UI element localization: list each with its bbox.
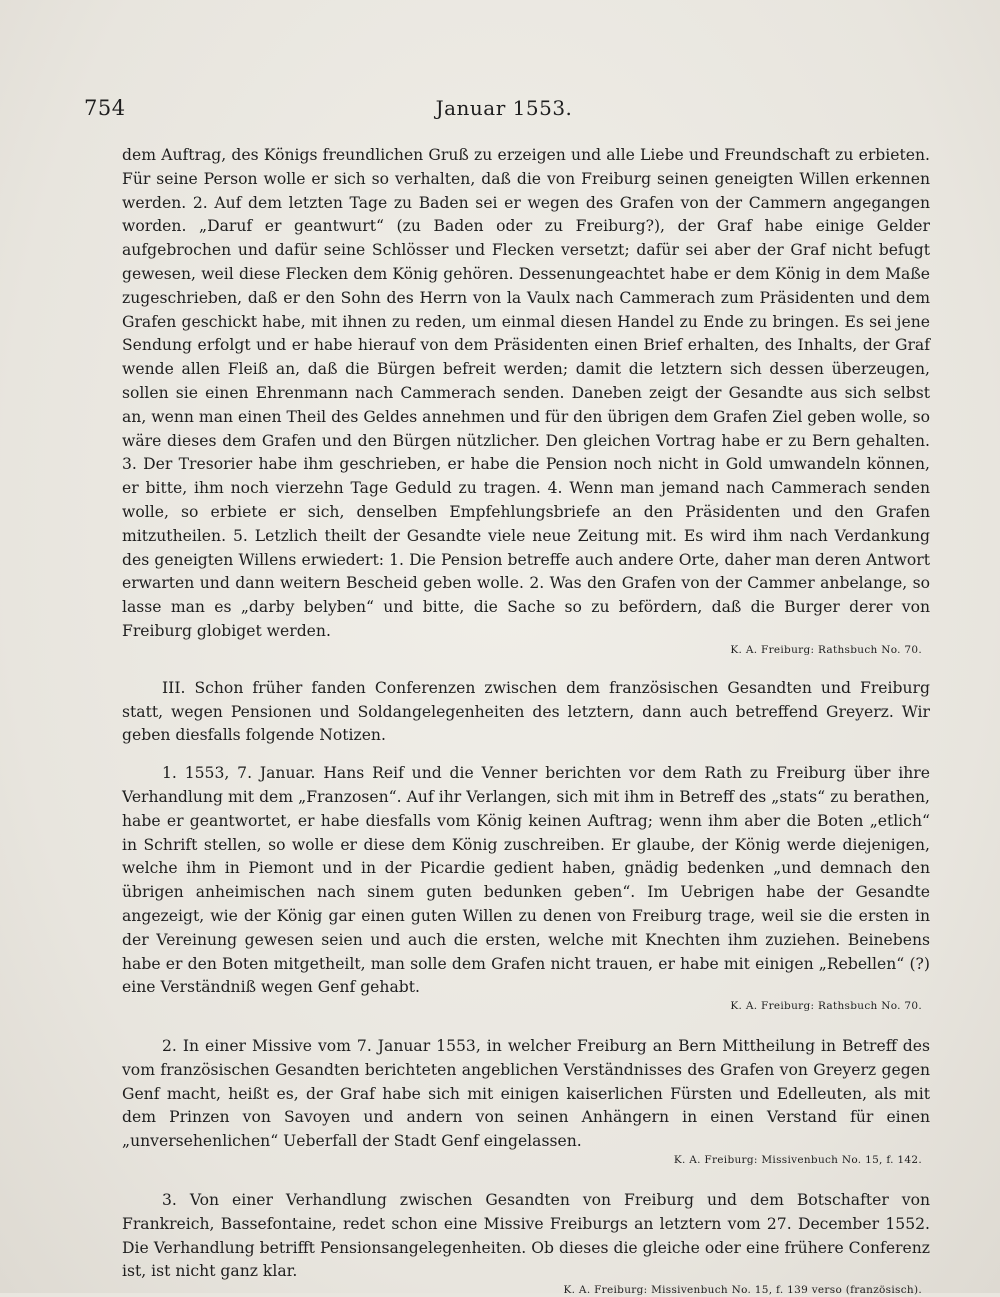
paragraph-continuation: dem Auftrag, des Königs freundlichen Gruß zu erzeigen und alle Liebe und Freundschaft zu erbieten. Für seine Person wolle er sich so verhalten, daß die von Freiburg seinen geneigten Willen erkennen werden. 2. Auf dem letzten Tage zu Baden sei er wegen des Grafen von der Cammern angegangen worden. „Daruf er geantwurt“ (zu Baden oder zu Freiburg?), der Graf habe einige Gelder aufgebrochen und dafür seine Schlösser und Flecken versetzt; dafür sei aber der Graf nicht befugt gewesen, weil diese Flecken dem König gehören. Dessenungeachtet habe er dem König in dem Maße zugeschrieben, daß er den Sohn des Herrn von la Vaulx nach Cammerach zum Präsidenten und dem Grafen geschickt habe, mit ihnen zu reden, um einmal diesen Handel zu Ende zu bringen. Es sei jene Sendung erfolgt und er habe hierauf von dem Präsidenten einen Brief erhalten, des Inhalts, der Graf wende allen Fleiß an, daß die Bürgen befreit werden; damit die letztern sich dessen überzeugen, sollen sie einen Ehrenmann nach Cammerach senden. Daneben zeigt der Gesandte aus sich selbst an, wenn man einen Theil des Geldes annehmen und für den übrigen dem Grafen Ziel geben wolle, so wäre dieses dem Grafen und den Bürgen nützlicher. Den gleichen Vortrag habe er zu Bern gehalten. 3. Der Tresorier habe ihm geschrieben, er habe die Pension noch nicht in Gold umwandeln können, er bitte, ihm noch vierzehn Tage Geduld zu tragen. 4. Wenn man jemand nach Cammerach senden wolle, so erbiete er sich, denselben Empfehlungsbriefe an den Präsidenten und den Grafen mitzutheilen. 5. Letzlich theilt der Gesandte viele neue Zeitung mit. Es wird ihm nach Verdankung des geneigten Willens erwiedert: 1. Die Pension betreffe auch andere Orte, daher man deren Antwort erwarten und dann weitern Bescheid geben wolle. 2. Was den Grafen von der Cammer anbelange, so lasse man es „darby belyben“ und bitte, die Sache so zu befördern, daß die Burger derer von Freiburg globiget werden. bbox=[122, 146, 930, 640]
page-number: 754 bbox=[84, 96, 126, 120]
source-citation: K. A. Freiburg: Rathsbuch No. 70. bbox=[730, 1000, 922, 1013]
notice-1: 1. 1553, 7. Januar. Hans Reif und die Venner berichten vor dem Rath zu Freiburg über ihre Verhandlung mit dem „Franzosen“. Auf ihr Verlangen, sich mit ihm in Betreff des „stats“ zu berathen, habe er geantwortet, er habe diesfalls vom König keinen Auftrag; wenn ihm aber die Boten „etlich“ in Schrift stellen, so wolle er diese dem König zuschreiben. Er glaube, der König werde diejenigen, welche ihm in Piemont und in der Picardie gedient haben, gnädig bedenken „und demnach den übrigen anheimischen nach sinem guten bedunken geben“. Im Uebrigen habe der Gesandte angezeigt, wie der König gar einen guten Willen zu denen von Freiburg trage, weil sie die ersten in der Vereinung gewesen seien und auch die ersten, welche mit Knechten ihm zuziehen. Beinebens habe er den Boten mitgetheilt, man solle dem Grafen nicht trauen, er habe mit einigen „Rebellen“ (?) eine Verständniß wegen Genf gehabt. bbox=[122, 764, 930, 997]
source-citation: K. A. Freiburg: Missivenbuch No. 15, f. 142. bbox=[673, 1154, 922, 1167]
notice-3: 3. Von einer Verhandlung zwischen Gesandten von Freiburg und dem Botschafter von Frankreich, Bassefontaine, redet schon eine Missive Freiburgs an letztern vom 27. December 1552. Die Verhandlung betrifft Pensionsangelegenheiten. Ob dieses die gleiche oder eine frühere Conferenz ist, ist nicht ganz klar. bbox=[122, 1191, 930, 1281]
notice-2: 2. In einer Missive vom 7. Januar 1553, in welcher Freiburg an Bern Mittheilung in Betreff des vom französischen Gesandten berichteten angeblichen Verständnisses des Grafen von Greyerz gegen Genf macht, heißt es, der Graf habe sich mit einigen kaiserlichen Fürsten und Edelleuten, als mit dem Prinzen von Savoyen und andern von seinen Anhängern in einen Verstand für einen „unversehenlichen“ Ueberfall der Stadt Genf eingelassen. bbox=[122, 1037, 930, 1151]
section-iii-intro: III. Schon früher fanden Conferenzen zwischen dem französischen Gesandten und Freiburg statt, wegen Pensionen und Soldangelegenheiten des letztern, dann auch betreffend Greyerz. Wir geben diesfalls folgende Notizen. bbox=[122, 678, 930, 745]
source-citation: K. A. Freiburg: Missivenbuch No. 15, f. 139 verso (französisch). bbox=[563, 1284, 922, 1297]
source-citation: K. A. Freiburg: Rathsbuch No. 70. bbox=[730, 643, 922, 656]
page-header bbox=[84, 96, 924, 124]
document-body bbox=[122, 144, 930, 1297]
running-head: Januar 1553. bbox=[435, 96, 573, 120]
